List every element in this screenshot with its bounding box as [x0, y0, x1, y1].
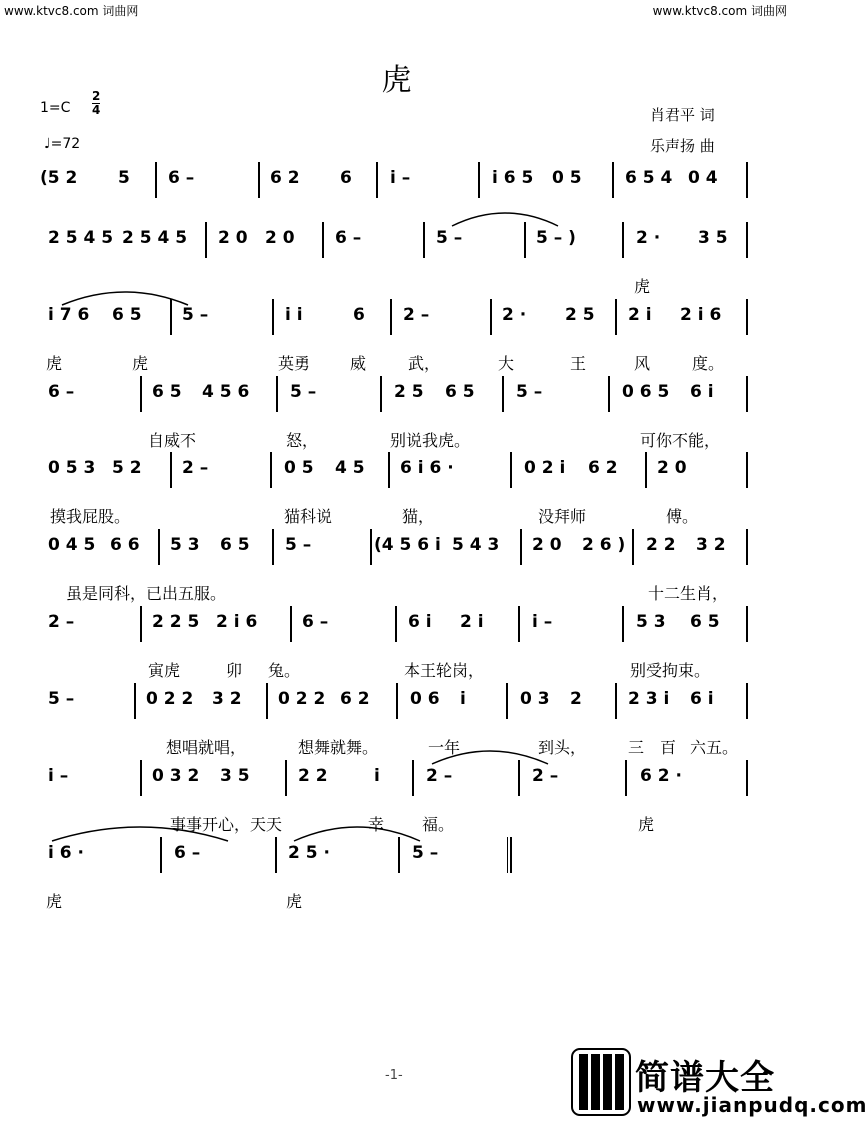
key-label: 1=C — [40, 100, 71, 116]
lyric-word: 傅。 — [666, 507, 699, 526]
lyric-word: 可你不能， — [640, 431, 721, 450]
lyricist-credit: 肖君平 词 — [650, 106, 715, 124]
time-bottom: 4 — [92, 103, 101, 117]
line-1-notes: (5 2 5 6 – 6 2 6 i – i 6 5 0 5 6 5 4 0 4 — [40, 168, 752, 198]
page-number: -1- — [385, 1068, 403, 1083]
time-signature — [92, 90, 100, 117]
lyric-word: 虎 — [286, 892, 303, 911]
line-5-notes: 0 5 3 5 2 2 – 0 5 4 5 6 i 6 · 0 2 i 6 2 2 0 — [40, 458, 752, 488]
lyric-word: 别说我虎。 — [390, 431, 471, 450]
line-3-notes: i 7 6 6 5 5 – i i 6 2 – 2 · 2 5 2 i 2 i 6 — [40, 305, 752, 335]
lyric-word: 想舞就舞。 — [298, 738, 379, 757]
lyric-word: 百 — [660, 738, 677, 757]
lyric-word: 威 — [350, 354, 367, 373]
lyric-word: 英勇 — [278, 354, 311, 373]
lyric-word: 三 — [628, 738, 645, 757]
quarter-note-icon: ♩ — [44, 136, 51, 152]
lyric-word: 怒， — [286, 431, 319, 450]
lyric-word: 想唱就唱， — [166, 738, 247, 757]
lyric-word: 福。 — [422, 815, 455, 834]
lyric-word: 兔。 — [268, 661, 301, 680]
lyric-word: 事事开心，天天 — [170, 815, 283, 834]
tempo-value: =72 — [50, 136, 81, 152]
lyric-word: 幸 — [368, 815, 385, 834]
lyric-word: 寅虎 — [148, 661, 181, 680]
lyric-word: 一年 — [428, 738, 461, 757]
lyric-word: 六五。 — [690, 738, 739, 757]
logo-text: 简谱大全 — [635, 1058, 775, 1098]
lyric-word: 虽是同科，已出五服。 — [66, 584, 227, 603]
line-8-notes: 5 – 0 2 2 3 2 0 2 2 6 2 0 6 i 0 3 2 2 3 i 6 i — [40, 689, 752, 719]
lyric-word: 没拜师 — [538, 507, 587, 526]
piano-keys-icon — [571, 1048, 631, 1120]
line-4-notes: 6 – 6 5 4 5 6 5 – 2 5 6 5 5 – 0 6 5 6 i — [40, 382, 752, 412]
line-2-notes: 2 5 4 5 2 5 4 5 2 0 2 0 6 – 5 – 5 – ) 2 · 3 5 — [40, 228, 752, 258]
site-label-left: www.ktvc8.com 词曲网 — [4, 4, 139, 18]
lyric-word: 风 — [634, 354, 651, 373]
lyric-word: 到头， — [538, 738, 587, 757]
lyric-word: 虎 — [132, 354, 149, 373]
lyric-word: 自威不 — [148, 431, 197, 450]
lyric-word: 卯 — [226, 661, 243, 680]
lyric-word: 虎 — [46, 354, 63, 373]
lyric-word: 本王轮岗， — [404, 661, 485, 680]
lyric-word: 虎 — [638, 815, 655, 834]
logo-url: www.jianpudq.com — [637, 1093, 867, 1117]
lyric-word: 虎 — [634, 277, 651, 296]
lyric-word: 王 — [570, 354, 587, 373]
key-signature — [40, 100, 70, 116]
tempo-mark — [44, 136, 80, 152]
song-title: 虎 — [381, 63, 412, 98]
lyric-word: 大 — [498, 354, 515, 373]
lyric-word: 虎 — [46, 892, 63, 911]
line-6-notes: 0 4 5 6 6 5 3 6 5 5 – (4 5 6 i 5 4 3 2 0 2 6 ) 2 2 3 2 — [40, 535, 752, 565]
lyric-word: 猫科说 — [284, 507, 333, 526]
lyric-word: 别受拘束。 — [630, 661, 711, 680]
line-9-notes: i – 0 3 2 3 5 2 2 i 2 – 2 – 6 2 · — [40, 766, 752, 796]
lyric-word: 猫， — [402, 507, 435, 526]
lyric-word: 摸我屁股。 — [50, 507, 131, 526]
lyric-word: 十二生肖， — [648, 584, 729, 603]
lyric-word: 武， — [408, 354, 441, 373]
line-10-notes: i 6 · 6 – 2 5 · 5 – — [40, 843, 752, 873]
site-label-right: www.ktvc8.com 词曲网 — [652, 4, 787, 18]
time-top: 2 — [92, 89, 101, 103]
composer-credit: 乐声扬 曲 — [650, 137, 715, 155]
lyric-word: 度。 — [692, 354, 725, 373]
line-7-notes: 2 – 2 2 5 2 i 6 6 – 6 i 2 i i – 5 3 6 5 — [40, 612, 752, 642]
